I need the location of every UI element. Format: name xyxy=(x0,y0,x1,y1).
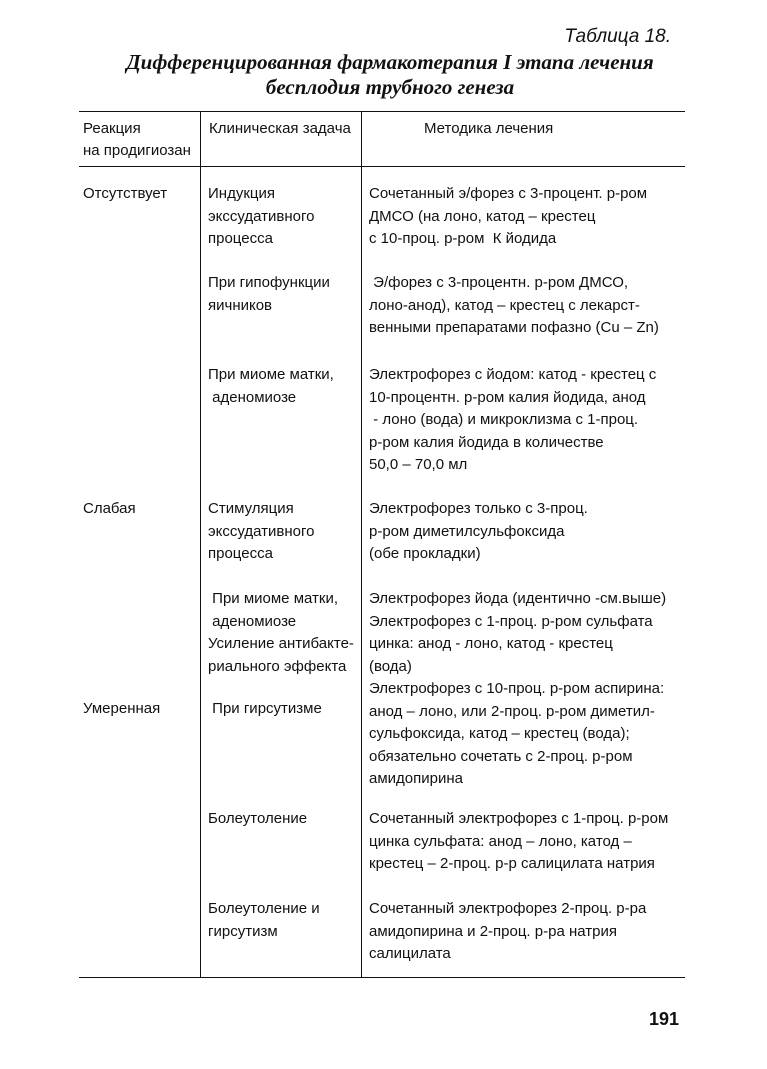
task-pain-relief: Болеутоление xyxy=(208,810,308,827)
method-ovarian-hypofunction: Э/форез с 3-процентн. р-ром ДМСО, лоно-анод), катод – крестец с лекарст- венными препаратами пофазно (Cu – Zn) xyxy=(369,274,659,336)
header-reaction: Реакция на продигиозан xyxy=(83,120,191,159)
column-divider-1 xyxy=(200,112,201,977)
title-line-2: бесплодия трубного генеза xyxy=(265,75,515,99)
table-bottom-rule xyxy=(79,977,685,978)
task-induction: Индукция экссудативного процесса xyxy=(208,185,315,247)
method-pain-relief: Сочетанный электрофорез с 1-проц. р-ром цинка сульфата: анод – лоно, катод – крестец – 2-проц. р-р салицилата натрия xyxy=(369,810,669,872)
title-line-1: Дифференцированная фармакотерапия I этапа лечения xyxy=(126,50,654,74)
method-induction: Сочетанный э/форез с 3-процент. р-ром ДМСО (на лоно, катод – крестец с 10-проц. р-ром К йодида xyxy=(369,185,648,247)
method-stimulation: Электрофорез только с 3-проц. р-ром диметилсульфоксида (обе прокладки) xyxy=(369,500,588,562)
task-hirsutism: При гирсутизме xyxy=(208,700,322,717)
method-myoma-1: Электрофорез с йодом: катод - крестец с 10-процентн. р-ром калия йодида, анод - лоно (вода) и микроклизма с 1-проц. р-ром калия йодида в количестве 50,0 – 70,0 мл xyxy=(369,366,657,473)
page-number: 191 xyxy=(648,1009,679,1029)
table-top-rule xyxy=(79,111,685,112)
method-pain-hirsutism: Сочетанный электрофорез 2-проц. р-ра амидопирина и 2-проц. р-ра натрия салицилата xyxy=(369,900,647,962)
task-myoma-antibacterial: При миоме матки, аденомиозе Усиление антибакте- риального эффекта xyxy=(208,590,354,675)
task-pain-hirsutism: Болеутоление и гирсутизм xyxy=(208,900,320,940)
header-method: Методика лечения xyxy=(424,120,554,137)
header-clinical-task: Клиническая задача xyxy=(209,120,351,137)
task-myoma-1: При миоме матки, аденомиозе xyxy=(208,366,334,406)
task-ovarian-hypofunction: При гипофункции яичников xyxy=(208,274,330,314)
table-number: Таблица 18. xyxy=(564,26,671,47)
reaction-absent: Отсутствует xyxy=(83,185,168,202)
table-title xyxy=(60,50,720,100)
task-stimulation: Стимуляция экссудативного процесса xyxy=(208,500,315,562)
column-divider-2 xyxy=(361,112,362,977)
header-bottom-rule xyxy=(79,166,685,167)
reaction-weak: Слабая xyxy=(83,500,136,517)
method-myoma-antibacterial: Электрофорез йода (идентично -см.выше) Электрофорез с 1-проц. р-ром сульфата цинка: анод - лоно, катод - крестец (вода) Электрофорез с 10-проц. р-ром аспирина: анод – лоно, или 2-проц. р-ром диметил- сульфоксида, катод – крестец (вода); обязательно сочетать с 2-проц. р-ром амидопирина xyxy=(369,590,667,787)
reaction-moderate: Умеренная xyxy=(83,700,161,717)
